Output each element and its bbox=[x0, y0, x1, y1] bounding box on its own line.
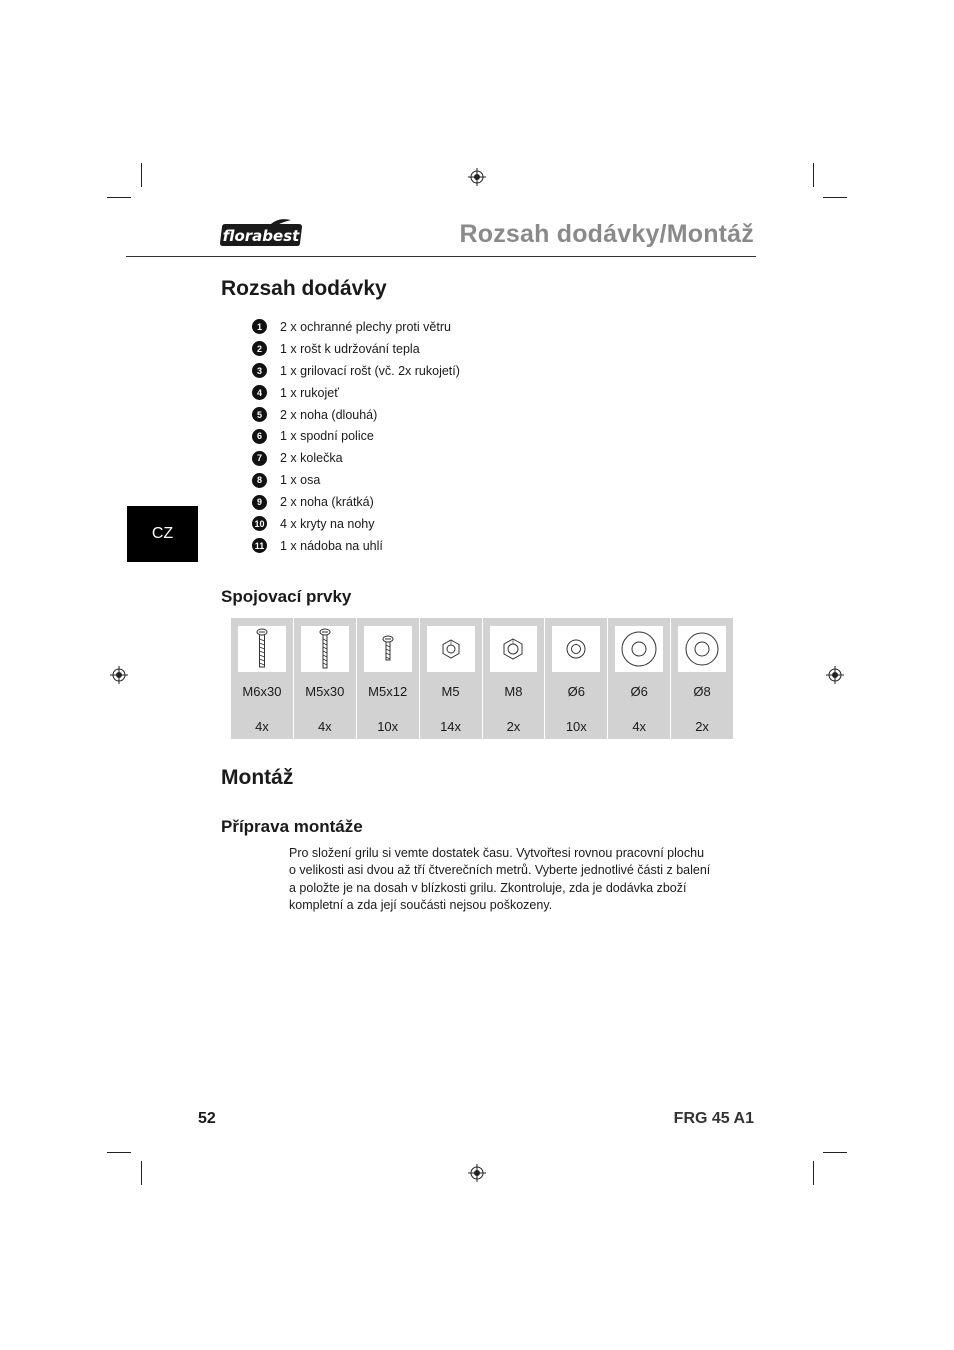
fastener-qty: 10x bbox=[377, 719, 399, 734]
item-number-badge: 4 bbox=[252, 385, 267, 400]
list-item bbox=[252, 360, 460, 382]
list-item-text: 1 x osa bbox=[280, 473, 321, 488]
registration-mark-icon bbox=[110, 666, 128, 684]
list-item bbox=[252, 469, 460, 491]
list-item-text: 2 x kolečka bbox=[280, 451, 343, 466]
fastener-qty: 14x bbox=[440, 719, 462, 734]
item-number-badge: 1 bbox=[252, 319, 267, 334]
model-number: FRG 45 A1 bbox=[673, 1110, 754, 1127]
list-item-text: 2 x ochranné plechy proti větru bbox=[280, 319, 451, 334]
fastener-cell bbox=[420, 618, 483, 739]
list-item-text: 4 x kryty na nohy bbox=[280, 516, 375, 531]
paragraph-line: Pro složení grilu si vemte dostatek času. Vytvořtesi rovnou pracovní plochu bbox=[289, 846, 705, 860]
fastener-size: M5x12 bbox=[368, 684, 408, 699]
small-washer-icon bbox=[552, 626, 600, 672]
subheading-preparation: Příprava montáže bbox=[221, 817, 363, 836]
registration-mark-icon bbox=[468, 1164, 486, 1182]
crop-mark bbox=[813, 1161, 814, 1185]
list-item bbox=[252, 404, 460, 426]
short-screw-icon bbox=[364, 626, 412, 672]
long-screw-icon bbox=[238, 626, 286, 672]
language-tab: CZ bbox=[127, 506, 198, 562]
crop-mark bbox=[823, 197, 847, 198]
fastener-cell bbox=[545, 618, 608, 739]
section-heading-delivery: Rozsah dodávky bbox=[221, 277, 387, 300]
svg-text:florabest: florabest bbox=[222, 227, 300, 245]
paragraph-line: a položte je na dosah v blízkosti grilu. Zkontroluje, zda je dodávka zboží bbox=[289, 880, 687, 895]
item-number-badge: 10 bbox=[252, 516, 267, 531]
registration-mark-icon bbox=[826, 666, 844, 684]
fastener-size: Ø6 bbox=[630, 684, 648, 699]
fasteners-table bbox=[231, 618, 733, 739]
page-number: 52 bbox=[198, 1110, 216, 1127]
item-number-badge: 6 bbox=[252, 429, 267, 444]
fastener-cell bbox=[357, 618, 420, 739]
list-item bbox=[252, 513, 460, 535]
list-item bbox=[252, 425, 460, 447]
fastener-qty: 4x bbox=[632, 719, 647, 734]
fastener-size: M6x30 bbox=[242, 684, 282, 699]
crop-mark bbox=[823, 1152, 847, 1153]
fastener-size: Ø8 bbox=[693, 684, 711, 699]
list-item-text: 2 x noha (dlouhá) bbox=[280, 407, 378, 422]
fastener-size: M5x30 bbox=[305, 684, 345, 699]
paragraph-line: o velikosti asi dvou až tří čtverečních metrů. Vyberte jednotlivé části z balení bbox=[289, 863, 711, 878]
crop-mark bbox=[141, 1161, 142, 1185]
crop-mark bbox=[813, 163, 814, 187]
fastener-qty: 4x bbox=[255, 719, 269, 734]
list-item bbox=[252, 447, 460, 469]
page-header-title: Rozsah dodávky/Montáž bbox=[459, 220, 754, 248]
crop-mark bbox=[107, 1152, 131, 1153]
list-item-text: 2 x noha (krátká) bbox=[280, 495, 374, 510]
nut-icon bbox=[490, 626, 538, 672]
fastener-cell bbox=[671, 618, 733, 739]
list-item bbox=[252, 535, 460, 557]
list-item bbox=[252, 491, 460, 513]
item-number-badge: 9 bbox=[252, 495, 267, 510]
preparation-paragraph bbox=[289, 845, 719, 914]
fastener-size: M5 bbox=[441, 684, 460, 699]
item-number-badge: 11 bbox=[252, 538, 267, 553]
item-number-badge: 5 bbox=[252, 407, 267, 422]
list-item-text: 1 x rukojeť bbox=[280, 385, 339, 400]
section-heading-fasteners: Spojovací prvky bbox=[221, 587, 352, 606]
list-item-text: 1 x nádoba na uhlí bbox=[280, 538, 383, 553]
fastener-size: Ø6 bbox=[567, 684, 585, 699]
fastener-cell bbox=[608, 618, 671, 739]
list-item-text: 1 x rošt k udržování tepla bbox=[280, 341, 420, 356]
fastener-cell bbox=[231, 618, 294, 739]
list-item bbox=[252, 338, 460, 360]
fastener-size: M8 bbox=[504, 684, 523, 699]
crop-mark bbox=[141, 163, 142, 187]
item-number-badge: 8 bbox=[252, 473, 267, 488]
long-screw-icon bbox=[301, 626, 349, 672]
item-number-badge: 2 bbox=[252, 341, 267, 356]
list-item bbox=[252, 382, 460, 404]
florabest-logo bbox=[219, 219, 303, 247]
fastener-qty: 2x bbox=[506, 719, 521, 734]
fastener-qty: 2x bbox=[695, 719, 709, 734]
item-number-badge: 3 bbox=[252, 363, 267, 378]
fastener-cell bbox=[294, 618, 357, 739]
list-item-text: 1 x grilovací rošt (vč. 2x rukojetí) bbox=[280, 363, 460, 378]
fastener-qty: 10x bbox=[565, 719, 587, 734]
fastener-qty: 4x bbox=[317, 719, 332, 734]
registration-mark-icon bbox=[468, 168, 486, 186]
large-washer-icon bbox=[678, 626, 726, 672]
fastener-cell bbox=[483, 618, 546, 739]
paragraph-line: kompletní a zda její součásti nejsou poškozeny. bbox=[289, 897, 553, 912]
crop-mark bbox=[107, 197, 131, 198]
list-item-text: 1 x spodní police bbox=[280, 429, 374, 444]
item-number-badge: 7 bbox=[252, 451, 267, 466]
delivery-list bbox=[252, 316, 460, 557]
header-divider bbox=[126, 256, 756, 257]
nut-icon bbox=[427, 626, 475, 672]
list-item bbox=[252, 316, 460, 338]
large-washer-icon bbox=[615, 626, 663, 672]
section-heading-assembly: Montáž bbox=[221, 766, 294, 789]
